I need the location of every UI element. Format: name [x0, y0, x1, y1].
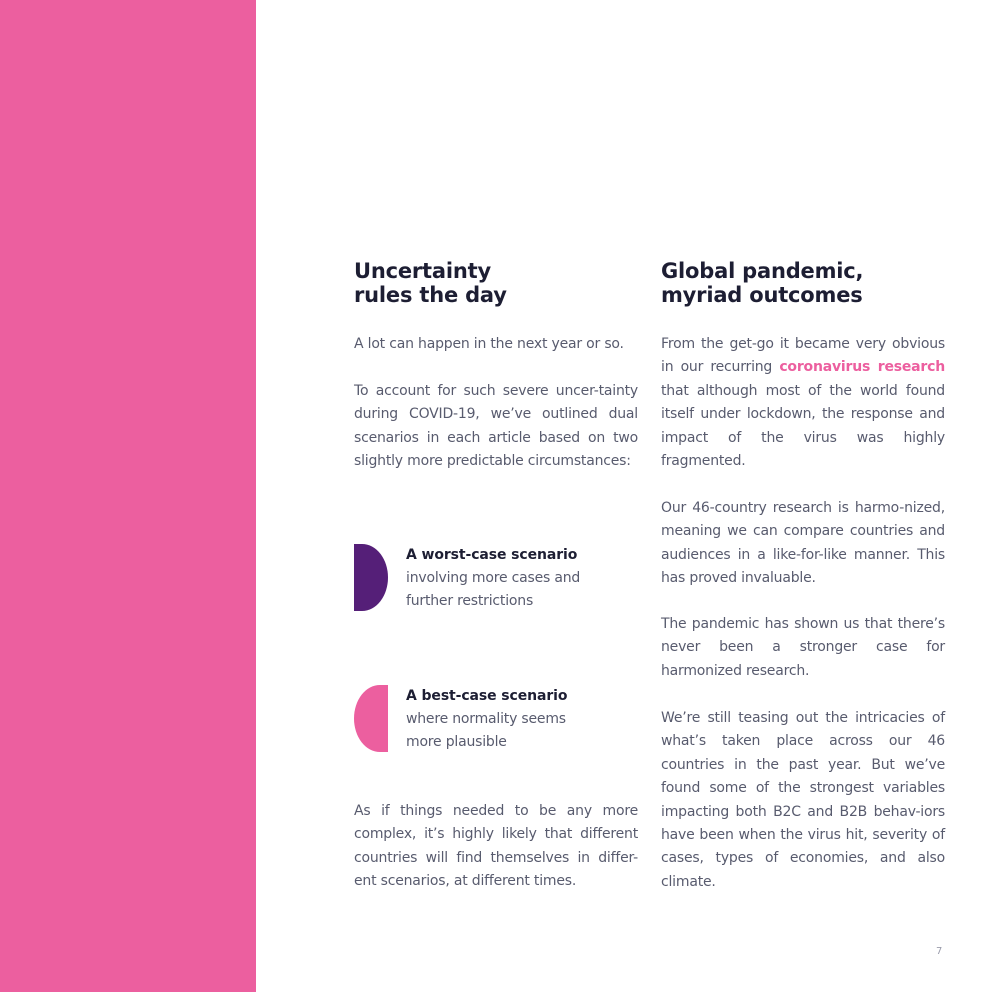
- best-case-title: A best-case scenario: [406, 688, 568, 704]
- left-paragraph-3: As if things needed to be any more complex, it’s highly likely that different countries will find themselves in differ-ent scenarios, at different times.: [354, 803, 638, 890]
- pink-half-circle-icon: [354, 685, 388, 752]
- worst-case-desc-line-1: involving more cases and: [406, 570, 581, 586]
- page-number: 7: [936, 946, 943, 957]
- left-paragraph-1: A lot can happen in the next year or so.: [354, 336, 624, 352]
- left-heading: [354, 259, 638, 307]
- coronavirus-research-link[interactable]: coronavirus research: [779, 359, 945, 376]
- worst-case-desc-line-2: further restrictions: [406, 593, 534, 610]
- left-heading-line-2: rules the day: [354, 283, 507, 307]
- left-paragraph-2: To account for such severe uncer-tainty during COVID-19, we’ve outlined dual scenarios in each article based on two slightly more predictable circumstances:: [354, 383, 638, 470]
- purple-half-circle-icon: [354, 544, 388, 611]
- right-heading-line-1: Global pandemic,: [661, 259, 864, 283]
- worst-case-title: A worst-case scenario: [406, 547, 578, 563]
- right-paragraph-1-start: From the get-go it became very obvious in our recurring: [661, 336, 945, 376]
- right-paragraph-1: [661, 333, 945, 473]
- worst-case-scenario: [354, 544, 644, 612]
- right-paragraph-2: Our 46-country research is harmo-nized, meaning we can compare countries and audiences in a like-for-like manner. This has proved invaluable.: [661, 500, 945, 587]
- best-case-scenario: [354, 685, 644, 753]
- right-heading: [661, 259, 951, 307]
- right-paragraph-4: We’re still teasing out the intricacies of what’s taken place across our 46 countries in the past year. But we’ve found some of the strongest variables impacting both B2C and B2B behav-iors have been when the virus hit, severity of cases, types of economies, and also climate.: [661, 710, 945, 890]
- best-case-desc-line-2: more plausible: [406, 734, 507, 751]
- pink-side-panel: [0, 0, 256, 992]
- right-heading-line-2: myriad outcomes: [661, 283, 863, 307]
- left-heading-line-1: Uncertainty: [354, 259, 491, 283]
- right-paragraph-1-end: that although most of the world found itself under lockdown, the response and impact of the virus was highly fragmented.: [661, 382, 945, 470]
- right-paragraph-3: The pandemic has shown us that there’s never been a stronger case for harmonized research.: [661, 616, 945, 679]
- best-case-desc-line-1: where normality seems: [406, 711, 566, 727]
